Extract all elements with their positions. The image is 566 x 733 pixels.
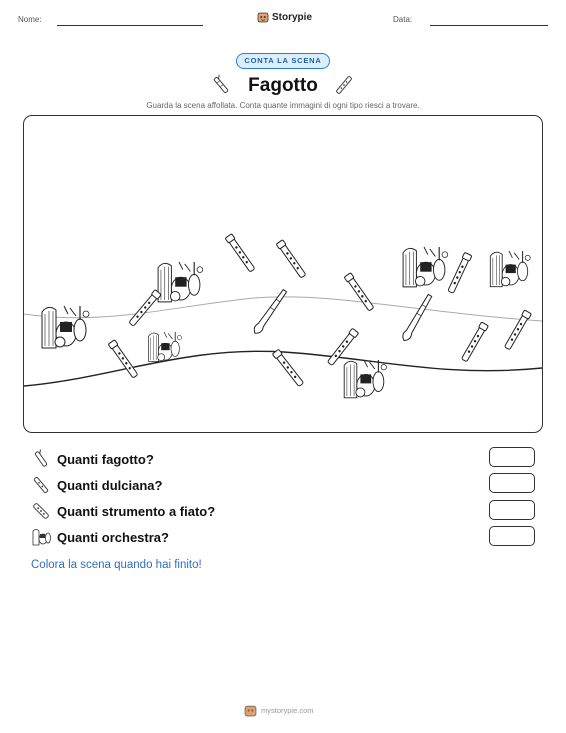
answer-box[interactable]	[489, 473, 535, 493]
bassoon-icon	[210, 73, 232, 97]
dulcian-icon	[31, 475, 51, 495]
question-row	[31, 527, 169, 547]
question-text: Quanti dulciana?	[57, 477, 163, 493]
page-title: Fagotto	[248, 75, 318, 96]
instructions: Guarda la scena affollata. Conta quante immagini di ogni tipo riesci a trovare.	[146, 101, 420, 110]
footer	[244, 704, 314, 717]
answer-box[interactable]	[489, 500, 535, 520]
brand-logo	[257, 11, 312, 23]
category-badge: CONTA LA SCENA	[236, 53, 330, 69]
question-row	[31, 475, 162, 495]
answer-box[interactable]	[489, 447, 535, 467]
answer-box[interactable]	[489, 526, 535, 546]
finish-instruction: Colora la scena quando hai finito!	[31, 559, 202, 571]
storypie-logo-icon	[244, 704, 257, 717]
question-row	[31, 501, 215, 521]
question-row	[31, 449, 154, 469]
date-label: Data:	[393, 15, 413, 24]
orchestra-icon	[31, 527, 51, 547]
question-text: Quanti strumento a fiato?	[57, 503, 216, 519]
storypie-logo-icon	[257, 11, 269, 23]
question-text: Quanti orchestra?	[57, 529, 169, 545]
question-text: Quanti fagotto?	[57, 451, 154, 467]
wind-instrument-icon	[31, 501, 51, 521]
brand-name: Storypie	[272, 11, 313, 23]
name-line[interactable]	[57, 25, 203, 26]
footer-url[interactable]: mystorypie.com	[261, 706, 314, 715]
recorder-icon	[333, 73, 355, 97]
counting-scene[interactable]	[23, 115, 543, 433]
scene-drawing	[24, 116, 542, 432]
name-label: Nome:	[18, 15, 42, 24]
date-line[interactable]	[430, 25, 548, 26]
bassoon-icon	[31, 449, 51, 469]
